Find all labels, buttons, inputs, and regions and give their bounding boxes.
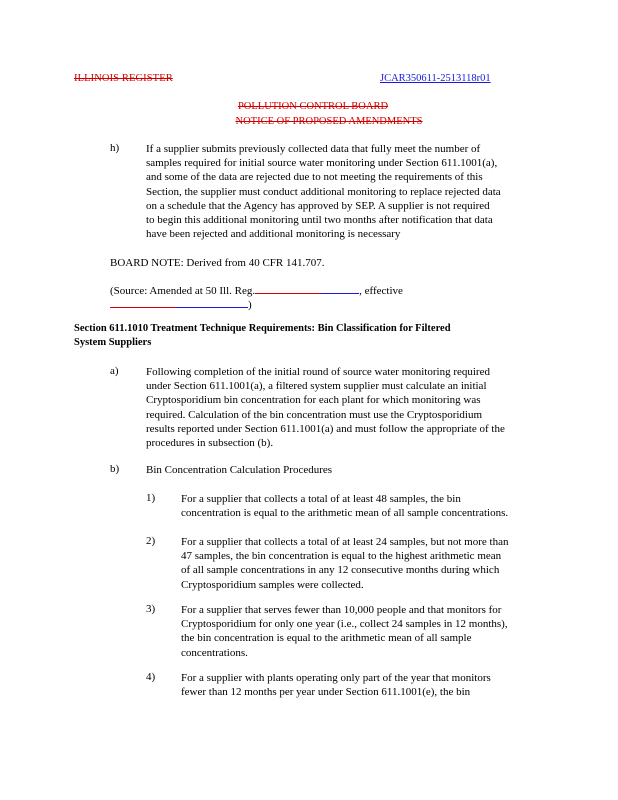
page-blank: [321, 283, 359, 294]
sub-item-line: Cryptosporidium samples were collected.: [181, 578, 364, 591]
date-blank-blue: [176, 297, 248, 308]
notice-title: NOTICE OF PROPOSED AMENDMENTS: [235, 116, 423, 127]
sub-item-label: 2): [146, 535, 156, 547]
sub-item-line: concentration is equal to the arithmetic mean of all sample concentrations.: [181, 507, 509, 520]
jcar-code: JCAR350611-2513118r01: [380, 73, 491, 84]
item-h-line: Section, the supplier must conduct additional monitoring to replace rejected data: [146, 185, 501, 198]
source-effective: , effective: [359, 285, 403, 297]
sub-item-text: [181, 671, 601, 699]
item-h-line: and some of the data are rejected due to not meeting the requirements of this: [146, 171, 483, 184]
sub-item-label: 4): [146, 671, 156, 683]
sub-item-text: [181, 603, 601, 660]
section-heading-line: System Suppliers: [74, 337, 152, 348]
sub-item-line: fewer than 12 months per year under Section 611.1001(e), the bin: [181, 686, 471, 699]
source-close: ): [248, 299, 252, 311]
sub-item-label: 3): [146, 603, 156, 615]
sub-item-line: the bin concentration is equal to the arithmetic mean of all sample: [181, 632, 472, 645]
item-a-line: Cryptosporidium bin concentration for each plant for which monitoring was: [146, 394, 481, 407]
item-h-line: samples required for initial source water monitoring under Section 611.1001(a),: [146, 157, 498, 170]
sub-item-line: concentrations.: [181, 646, 248, 659]
agency-title: POLLUTION CONTROL BOARD: [237, 101, 389, 112]
item-h-label: h): [110, 142, 120, 154]
volume-blank: [255, 283, 321, 294]
source-prefix: (Source: Amended at 50 Ill. Reg.: [110, 285, 256, 297]
register-header: ILLINOIS REGISTER: [74, 73, 173, 84]
item-a-line: under Section 611.1001(a), a filtered system supplier must calculate an initial: [146, 380, 487, 393]
date-blank-red: [110, 297, 176, 308]
item-a-line: results reported under Section 611.1001(a) and must follow the appropriate of the: [146, 422, 505, 435]
section-heading-line: Section 611.1010 Treatment Technique Requirements: Bin Classification for Filtered: [74, 323, 451, 334]
item-h-line: If a supplier submits previously collected data that fully meet the number of: [146, 143, 481, 155]
sub-item-line: For a supplier that collects a total of at least 48 samples, the bin: [181, 493, 461, 505]
board-note: BOARD NOTE: Derived from 40 CFR 141.707.: [110, 257, 325, 269]
source-line-2: [110, 297, 252, 311]
item-a-line: Following completion of the initial round of source water monitoring required: [146, 366, 490, 378]
item-h-line: have been rejected and additional monitoring is necessary: [146, 228, 401, 241]
item-b-label: b): [110, 463, 120, 475]
sub-item-line: For a supplier that serves fewer than 10,000 people and that monitors for: [181, 604, 502, 616]
item-h-text: [146, 142, 586, 241]
sub-item-line: of all sample concentrations in any 12 consecutive months during which: [181, 564, 500, 577]
sub-item-line: For a supplier that collects a total of at least 24 samples, but not more than: [181, 536, 509, 548]
source-line-1: [110, 283, 403, 297]
item-h-line: to begin this additional monitoring until two months after notification that data: [146, 214, 493, 227]
sub-item-label: 1): [146, 492, 156, 504]
item-h-line: on a schedule that the Agency has approved by SEP. A supplier is not required: [146, 199, 490, 212]
sub-item-line: 47 samples, the bin concentration is equal to the highest arithmetic mean: [181, 550, 502, 563]
item-b-text: Bin Concentration Calculation Procedures: [146, 464, 333, 476]
item-a-text: [146, 365, 596, 450]
section-heading: [74, 322, 514, 350]
item-a-line: required. Calculation of the bin concentration must use the Cryptosporidium: [146, 408, 483, 421]
sub-item-text: [181, 492, 601, 520]
sub-item-text: [181, 535, 601, 592]
sub-item-line: For a supplier with plants operating only part of the year that monitors: [181, 672, 491, 684]
item-a-label: a): [110, 365, 119, 377]
item-a-line: procedures in subsection (b).: [146, 437, 274, 450]
sub-item-line: Cryptosporidium for only one year (i.e., collect 24 samples in 12 months),: [181, 618, 508, 631]
